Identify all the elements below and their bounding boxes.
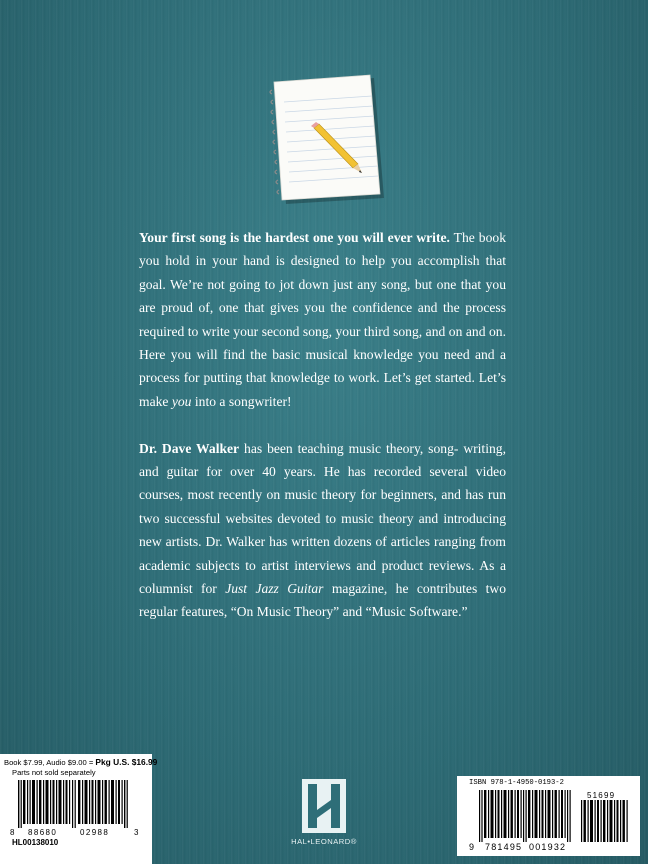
author-name: Dr. Dave Walker — [139, 440, 240, 456]
package-price: Pkg U.S. $16.99 — [95, 757, 158, 767]
parts-note: Parts not sold separately — [12, 768, 96, 777]
publisher-name: HAL•LEONARD® — [291, 837, 357, 846]
isbn-addon-digits: 51699 — [587, 791, 616, 800]
lead-sentence: Your first song is the hardest one you will ever write. — [139, 230, 450, 245]
upc-digit-right: 3 — [134, 828, 139, 836]
description-paragraph: Your first song is the hardest one you will ever write. The book you hold in your hand is designed to help you accomplish that goal. We’re not going to jot down just any song, but one that you are proud of, one that gives you the confidence and the process required to write your second song, your third song, and on and on. Here you will find the basic musical knowledge you need and a process for putting that knowledge to work. Let’s get started. Let’s make you into a songwriter! — [139, 230, 506, 409]
upc-digit-left: 8 — [10, 828, 15, 836]
ean-digit-first: 9 — [469, 842, 475, 852]
magazine-title: Just Jazz Guitar — [225, 581, 324, 597]
back-cover-copy — [139, 226, 506, 624]
ean-digits-group2: 001932 — [529, 842, 567, 852]
upc-digits-group2: 02988 — [80, 828, 110, 836]
isbn-barcode — [469, 790, 634, 852]
upc-barcode — [10, 780, 142, 836]
price-label — [0, 754, 158, 864]
publisher-logo — [274, 776, 374, 856]
author-bio-paragraph: Dr. Dave Walker has been teaching music theory, song- writing, and guitar for over 40 years. He has recorded several video courses, most recently on music theory for beginners, and has run two successful websites devoted to music theory and introducing new artists. Dr. Walker has written dozens of articles ranging from academic subjects to artist interviews and product reviews. As a columnist for Just Jazz Guitar magazine, he contributes two regular features, “On Music Theory” and “Music Software.” — [139, 440, 506, 620]
price-line: Book $7.99, Audio $9.00 = Pkg U.S. $16.99 — [4, 757, 158, 767]
product-code: HL00138010 — [12, 838, 59, 847]
isbn-label — [457, 776, 640, 856]
hal-leonard-logo-icon — [274, 776, 374, 836]
notepad-illustration — [262, 72, 392, 212]
upc-digits-group1: 88680 — [28, 828, 58, 836]
isbn-number: ISBN 978-1-4950-0193-2 — [469, 779, 564, 787]
ean-digits-group1: 781495 — [485, 842, 523, 852]
